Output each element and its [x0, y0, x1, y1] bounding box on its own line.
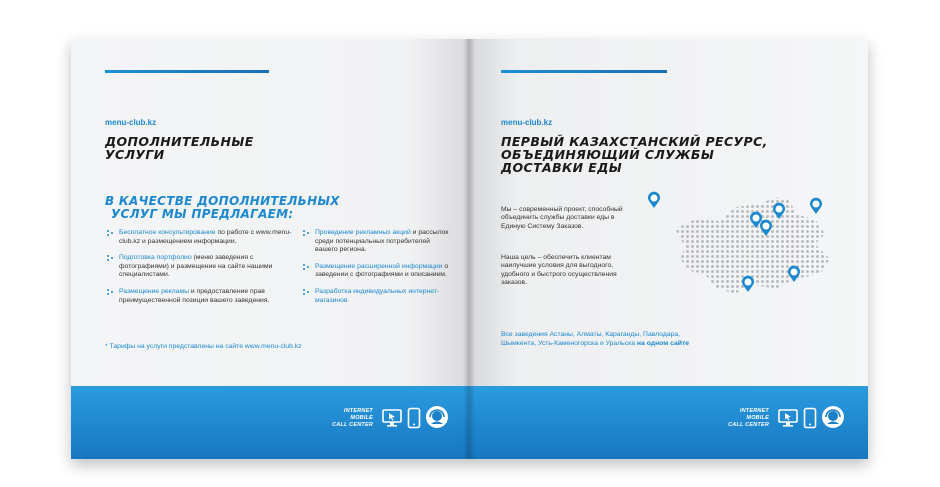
list-item: Разработка индивидуальных интернет-магазинов.	[303, 288, 451, 305]
map-pin-bird-icon	[759, 219, 773, 237]
dot-bullet-icon	[107, 230, 114, 237]
services-list-col2	[303, 229, 451, 313]
cities-note: Все заведения Астаны, Алматы, Караганды, Павлодара, Шымкента, Усть-Каменогорска и Уральска на одном сайте	[501, 331, 690, 347]
page-heading: ПЕРВЫЙ КАЗАХСТАНСКИЙ РЕСУРС, ОБЪЕДИНЯЮЩИЙ СЛУЖБЫ ДОСТАВКИ ЕДЫ	[501, 134, 768, 175]
map-pin-bird-icon	[809, 197, 823, 215]
intro-paragraph: Мы – современный проект, способный объединить службы доставки еды в Единую Систему Заказов.	[501, 206, 623, 230]
map-pin-bird-icon	[772, 202, 786, 220]
left-page	[71, 39, 469, 459]
services-subheading: В КАЧЕСТВЕ ДОПОЛНИТЕЛЬНЫХ УСЛУГ МЫ ПРЕДЛАГАЕМ:	[105, 194, 340, 221]
page-heading: ДОПОЛНИТЕЛЬНЫЕ УСЛУГИ	[105, 134, 254, 162]
tablet-icon	[803, 407, 817, 429]
dot-bullet-icon	[107, 289, 114, 296]
list-item: Размещение расширенной информации о заведении с фотографиями и описанием.	[303, 263, 451, 280]
call-center-operator-icon	[425, 405, 449, 429]
list-item: Подготовка портфолио (меню заведения с фотографиями) и размещение на сайте нашими специалистами.	[107, 254, 292, 280]
dot-bullet-icon	[303, 289, 310, 296]
footer-band	[71, 386, 469, 459]
list-item: Проведение рекламных акций и рассылок среди потенциальных потребителей вашего региона.	[303, 229, 451, 255]
map-pin-bird-icon	[787, 265, 801, 283]
top-accent-line	[501, 70, 667, 73]
site-label: menu-club.kz	[105, 118, 157, 127]
site-label: menu-club.kz	[501, 118, 553, 127]
tariffs-note: * Тарифы на услуги представлены на сайте www.menu-club.kz	[105, 343, 302, 350]
dot-bullet-icon	[303, 264, 310, 271]
computer-icon	[381, 407, 403, 429]
services-list-col1	[107, 229, 292, 313]
tablet-icon	[407, 407, 421, 429]
brochure-spread	[71, 39, 868, 459]
top-accent-line	[105, 70, 269, 73]
goal-paragraph: Наша цель – обеспечить клиентам наилучшие условия для выгодного, удобного и быстрого осуществления заказов.	[501, 254, 617, 287]
computer-icon	[777, 407, 799, 429]
footer-band	[469, 386, 868, 459]
dot-bullet-icon	[303, 230, 310, 237]
dot-bullet-icon	[107, 255, 114, 262]
right-page	[469, 39, 868, 459]
list-item: Бесплатное консультирование по работе с www.menu-club.kz и размещением информации.	[107, 229, 292, 246]
spine-shadow	[463, 39, 475, 459]
footer-tagline: INTERNET MOBILE CALL CENTER	[728, 408, 769, 428]
list-item: Размещение рекламы и предоставление прав преимущественной позиции вашего заведения.	[107, 288, 292, 305]
footer-tagline: INTERNET MOBILE CALL CENTER	[332, 408, 373, 428]
map-pin-bird-icon	[647, 191, 661, 209]
call-center-operator-icon	[821, 405, 845, 429]
map-pin-bird-icon	[741, 275, 755, 293]
